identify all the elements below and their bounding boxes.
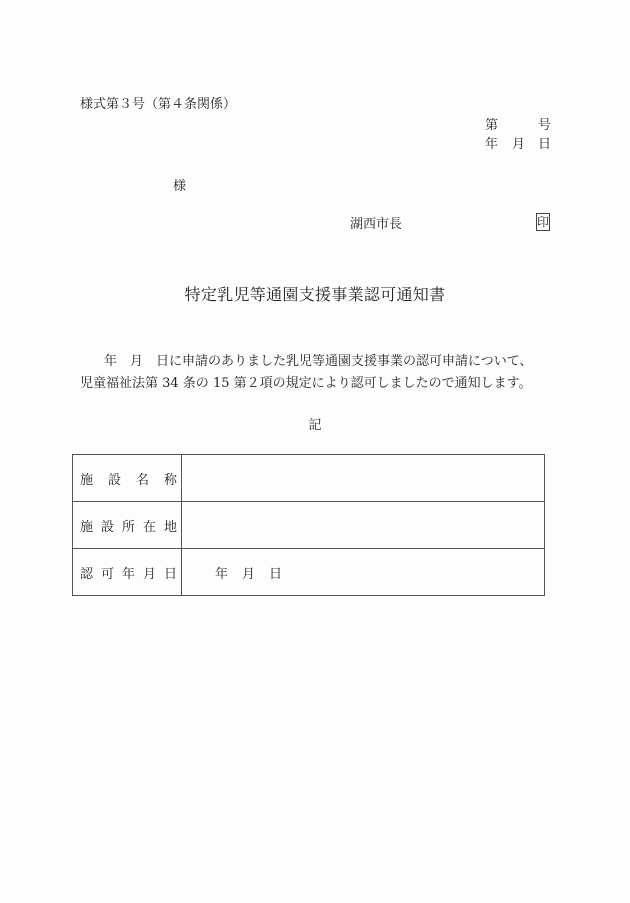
ki-heading: 記 [308, 418, 322, 433]
form-number: 様式第３号（第４条関係） [80, 97, 237, 112]
body-text-line-1-content: 年 月 日に申請のありました乳児等通園支援事業の認可申請について、 [104, 354, 533, 369]
facility-info-table [72, 454, 545, 596]
table-row-approval-date [73, 549, 545, 596]
label-char: 設 [100, 519, 114, 535]
seal-mark: 印 [537, 215, 550, 229]
label-char: 称 [163, 472, 177, 488]
date-year-label: 年 [485, 137, 499, 152]
approval-year-label: 年 [215, 566, 229, 582]
table-row-facility-name [73, 455, 545, 502]
label-char: 年 [121, 566, 135, 582]
approval-day-label: 日 [269, 566, 283, 582]
date-day-label: 日 [537, 137, 551, 152]
label-char: 施 [80, 472, 94, 488]
label-cell [73, 455, 182, 502]
label-char: 在 [142, 519, 156, 535]
label-char: 可 [100, 566, 114, 582]
approval-date-fields [182, 563, 544, 582]
document-title: 特定乳児等通園支援事業認可通知書 [184, 285, 446, 304]
label-cell [73, 502, 182, 549]
addressee-honorific: 様 [173, 179, 187, 194]
facility-name-value [182, 455, 545, 502]
body-text-line-1 [80, 355, 532, 368]
label-char: 認 [80, 566, 94, 582]
number-prefix: 第 [485, 118, 499, 133]
label-char: 所 [121, 519, 135, 535]
label-char: 名 [135, 472, 149, 488]
label-char: 地 [163, 519, 177, 535]
label-char: 設 [107, 472, 121, 488]
label-cell [73, 549, 182, 596]
label-char: 日 [163, 566, 177, 582]
approval-date-label [80, 563, 177, 582]
approval-date-value [182, 549, 545, 596]
issuer-name: 湖西市長 [350, 217, 403, 232]
number-suffix: 号 [537, 118, 551, 133]
date-month-label: 月 [512, 137, 526, 152]
table-row-facility-address [73, 502, 545, 549]
approval-month-label: 月 [242, 566, 256, 582]
body-text-line-2: 児童福祉法第 34 条の 15 第２項の規定により認可しましたので通知します。 [80, 376, 532, 391]
facility-name-label [80, 469, 177, 488]
facility-address-value [182, 502, 545, 549]
label-char: 月 [142, 566, 156, 582]
label-char: 施 [80, 519, 94, 535]
facility-address-label [80, 516, 177, 535]
